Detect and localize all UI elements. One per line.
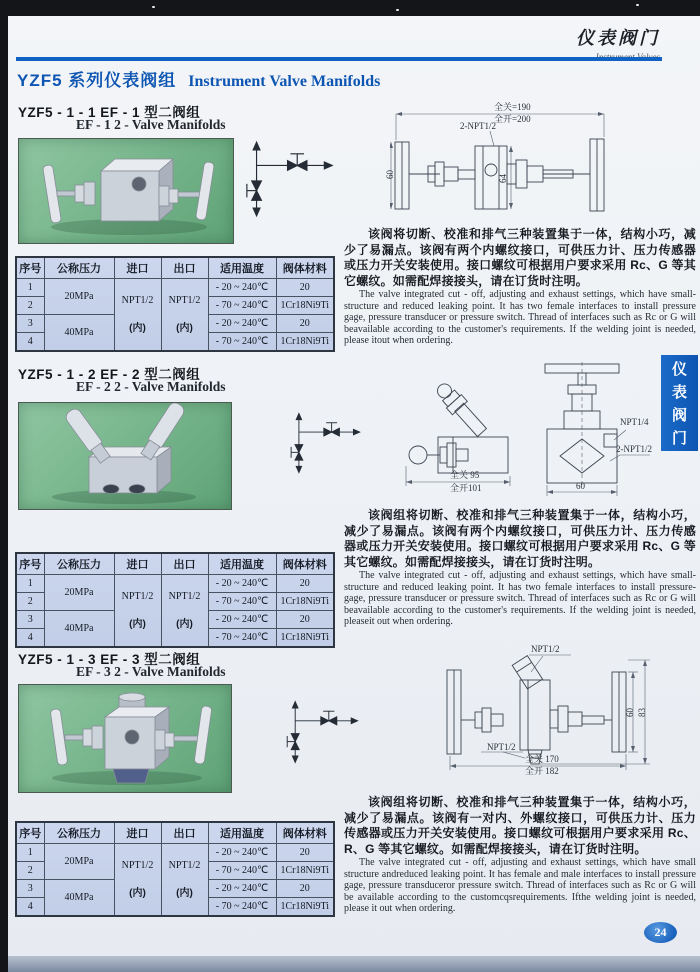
section1-description [344,227,696,347]
page-title-zh: YZF5 系列仪表阀组 [17,71,177,90]
table-cell: NPT1/2 (内) [161,575,208,648]
section3-title-en: EF - 3 2 - Valve Manifolds [76,664,226,679]
dim-label-height-inner: 60 [625,708,635,717]
side-tab-char: 表 [671,384,687,401]
column-header: 序号 [16,822,44,844]
table-cell: 1 [16,844,44,862]
dim-label-body: 64 [498,174,508,183]
table-row [16,279,334,297]
table-header-row [16,822,334,844]
column-header: 阀体材料 [276,257,334,279]
dim-label-width: 60 [576,481,585,491]
scan-speck [152,6,155,8]
table-cell: 1Cr18Ni9Ti [276,862,334,880]
dim-label-height-outer: 83 [637,708,647,717]
table-header-row [16,553,334,575]
table-cell: - 70 ~ 240℃ [208,297,276,315]
dimension-drawing-ef3 [425,642,670,782]
dim-label-thread-side: NPT1/4 [620,417,649,427]
description-en: The valve integrated cut - off, adjusting and exhaust settings, which have small-structure and reduced leaking point. It has two female interfaces to install pressure-gage, pressure transducer or pressure switch. Thread of interfaces such as Rc or G will beavailable according to the customer's requirements. If the welding joint is needed, pleaseit out when ordering. [344,570,696,628]
description-en: The valve integrated cut - off, adjusting and exhaust settings, which have small structure andreduced leaking point. It has female and male interfaces to install pressure gage, pressure transduceror pressure switch. Thread of interfaces such as Rc or G will be available according to the customcqsrequirements. Ifthe welding joint is needed, please it out when ordering. [344,857,696,915]
section2-title-zh: YZF5 - 1 - 2 EF - 2 型二阀组 [18,367,201,382]
section2-title-en: EF - 2 2 - Valve Manifolds [76,379,226,394]
table-cell: - 70 ~ 240℃ [208,862,276,880]
table-cell: - 70 ~ 240℃ [208,333,276,352]
table-cell: NPT1/2 (内) [114,575,161,648]
description-zh: 该阀组将切断、校准和排气三种装置集于一体，结构小巧，减少了易漏点。该阀有两个内螺纹接口，可供压力计、压力传感器或压力开关安装使用。接口螺纹可根据用户要求采用 Rc、G 等其它螺纹。如需配焊接接头，请在订货时注明。 [344,508,696,569]
section3-title-zh: YZF5 - 1 - 3 EF - 3 型二阀组 [18,652,201,667]
column-header: 进口 [114,822,161,844]
description-zh: 该阀组将切断、校准和排气三种装置集于一体，结构小巧，减少了易漏点。该阀有一对内、外螺纹接口，可供压力计、压力传感器或压力开关安装使用。接口螺纹可根据用户要求采用 Rc、R、G 等其它螺纹。如需配焊接接头，请在订货时注明。 [344,795,696,856]
spec-table-ef2 [15,552,335,648]
table-cell: 20 [276,315,334,333]
column-header: 公称压力 [44,553,114,575]
column-header: 进口 [114,553,161,575]
table-cell: 2 [16,593,44,611]
column-header: 公称压力 [44,257,114,279]
table-cell: 40MPa [44,315,114,352]
valve-symbol-icon [243,140,335,218]
flow-schematic-ef3 [284,688,360,776]
header-rule [16,57,662,61]
table-cell: 4 [16,898,44,917]
description-zh: 该阀将切断、校准和排气三种装置集于一体，结构小巧，减少了易漏点。该阀有两个内螺纹接口，可供压力计、压力传感器或压力开关安装使用。接口螺纹可根据用户要求采用 Rc、G 等其它螺纹。如需配焊接接头，请在订货时注明。 [344,227,696,288]
table-cell: NPT1/2 (内) [114,279,161,352]
column-header: 进口 [114,257,161,279]
table-cell: - 20 ~ 240℃ [208,611,276,629]
table-cell: 1Cr18Ni9Ti [276,898,334,917]
column-header: 阀体材料 [276,822,334,844]
table-cell: - 70 ~ 240℃ [208,593,276,611]
table-cell: 2 [16,862,44,880]
dim-label-thread-bottom: NPT1/2 [487,742,516,752]
dim-label-thread-top: NPT1/2 [531,644,560,654]
table-cell: 20 [276,611,334,629]
table-cell: 20MPa [44,575,114,611]
table-cell: 20 [276,844,334,862]
table-cell: 1 [16,279,44,297]
table-row [16,575,334,593]
table-cell: 1Cr18Ni9Ti [276,333,334,352]
table-cell: 1Cr18Ni9Ti [276,297,334,315]
column-header: 适用温度 [208,822,276,844]
table-row [16,844,334,862]
section3-description [344,795,696,915]
table-cell: 40MPa [44,880,114,917]
scan-speck [636,4,639,6]
dim-label-closed: 全关=190 [494,102,531,112]
valve-symbol-icon [288,398,362,488]
page-number-badge: 24 [644,922,677,943]
column-header: 适用温度 [208,553,276,575]
table-cell: 20 [276,575,334,593]
column-header: 公称压力 [44,822,114,844]
scan-speck [396,9,399,11]
table-cell: - 20 ~ 240℃ [208,315,276,333]
table-cell: 3 [16,880,44,898]
dim-label-open: 全开101 [450,483,482,493]
page-title-en: Instrument Valve Manifolds [188,73,381,90]
dim-label-open: 全开=200 [494,114,531,124]
spec-table-ef3 [15,821,335,917]
dim-label-height: 60 [385,170,395,179]
page-bottom-edge [8,956,700,972]
side-tab-char: 仪 [671,361,687,378]
table-cell: 3 [16,611,44,629]
table-cell: - 20 ~ 240℃ [208,880,276,898]
dimension-drawing-ef1 [385,102,610,222]
section2-description [344,508,696,628]
table-cell: 3 [16,315,44,333]
table-cell: 1Cr18Ni9Ti [276,629,334,648]
dimension-drawing-ef2 [398,358,656,500]
line-drawing [398,358,656,500]
table-cell: - 70 ~ 240℃ [208,629,276,648]
table-cell: 20 [276,279,334,297]
table-cell: 40MPa [44,611,114,648]
table-header-row [16,257,334,279]
table-cell: 20 [276,880,334,898]
valve-symbol-icon [284,688,360,776]
column-header: 出口 [161,257,208,279]
table-cell: - 20 ~ 240℃ [208,575,276,593]
side-tab-instrument-valves [661,355,698,451]
flow-schematic-ef1 [243,140,335,218]
dim-label-closed: 全关 170 [525,754,559,764]
table-cell: 4 [16,333,44,352]
table-cell: 4 [16,629,44,648]
valve-photo-illustration [19,685,231,792]
table-cell: 20MPa [44,279,114,315]
table-cell: NPT1/2 (内) [161,844,208,917]
dim-label-open: 全开 182 [525,766,559,776]
column-header: 适用温度 [208,257,276,279]
valve-photo-illustration [19,403,231,509]
valve-photo-ef3 [18,684,232,793]
description-en: The valve integrated cut - off, adjusting and exhaust settings, which have small-structure and reduced leaking point. It has two female interfaces to install pressure gage, pressure transducer or pressure switch. Thread of interfaces such as Rc or G will beavailable according to the customer's requirements. If the welding joint is needed, please itout when ordering. [344,289,696,347]
column-header: 序号 [16,257,44,279]
column-header: 出口 [161,553,208,575]
dim-label-closed: 全关 95 [450,470,480,480]
table-cell: 2 [16,297,44,315]
table-cell: NPT1/2 (内) [114,844,161,917]
table-cell: 1Cr18Ni9Ti [276,593,334,611]
valve-photo-ef1 [18,138,234,244]
table-cell: - 20 ~ 240℃ [208,279,276,297]
side-tab-char: 阀 [671,407,687,424]
side-tab-char: 门 [671,430,687,447]
table-cell: - 20 ~ 240℃ [208,844,276,862]
dim-label-thread-bottom: 2-NPT1/2 [616,444,652,454]
table-cell: 20MPa [44,844,114,880]
section1-title-zh: YZF5 - 1 - 1 EF - 1 型二阀组 [18,105,201,120]
spec-table-ef1 [15,256,335,352]
table-cell: NPT1/2 (内) [161,279,208,352]
corner-title-zh: 仪表阀门 [576,28,660,48]
column-header: 序号 [16,553,44,575]
column-header: 出口 [161,822,208,844]
flow-schematic-ef2 [288,398,362,488]
table-cell: 1 [16,575,44,593]
table-cell: - 70 ~ 240℃ [208,898,276,917]
valve-photo-ef2 [18,402,232,510]
page-title [17,66,380,91]
dim-label-thread: 2-NPT1/2 [460,121,496,131]
section1-title-en: EF - 1 2 - Valve Manifolds [76,117,226,132]
valve-photo-illustration [19,139,233,243]
column-header: 阀体材料 [276,553,334,575]
